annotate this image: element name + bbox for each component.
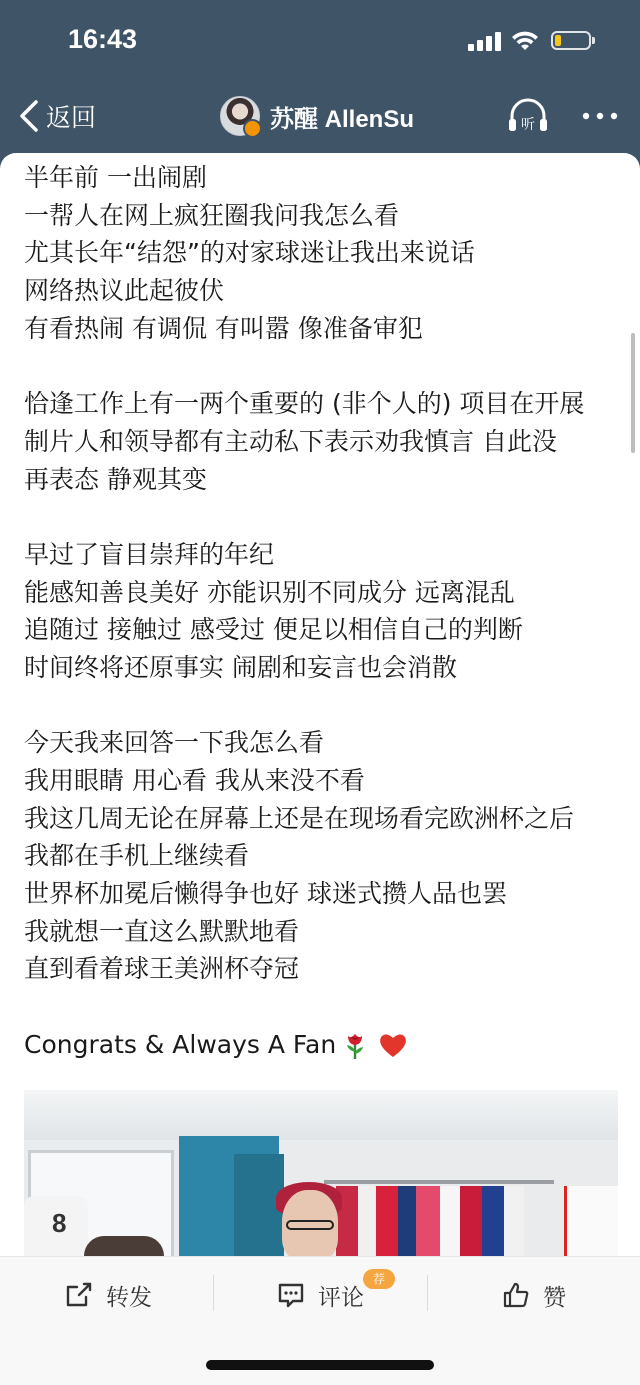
post-text-line: 早过了盲目崇拜的年纪 bbox=[24, 539, 275, 569]
battery-level-fill bbox=[555, 35, 561, 46]
status-time: 16:43 bbox=[68, 24, 138, 54]
like-label: 赞 bbox=[543, 1284, 566, 1311]
listen-headphones-icon[interactable] bbox=[505, 96, 551, 136]
photo-shirt bbox=[482, 1186, 504, 1260]
wifi-icon bbox=[510, 28, 540, 52]
photo-shirt bbox=[504, 1186, 524, 1260]
back-button[interactable] bbox=[16, 94, 96, 138]
post-text-line: 我都在手机上继续看 bbox=[24, 841, 250, 871]
back-label: 返回 bbox=[46, 103, 97, 132]
photo-shirt bbox=[440, 1186, 460, 1260]
post-text-line: 我用眼睛 用心看 我从来没不看 bbox=[24, 766, 365, 795]
author-name[interactable]: 苏醒 AllenSu bbox=[270, 105, 415, 133]
post-text-line: 尤其长年“结怨”的对家球迷让我出来说话 bbox=[24, 238, 475, 268]
share-icon bbox=[64, 1280, 94, 1310]
svg-text:听: 听 bbox=[521, 117, 535, 133]
photo-person-glasses bbox=[286, 1220, 334, 1230]
author-header[interactable] bbox=[220, 94, 414, 138]
scroll-indicator[interactable] bbox=[631, 333, 635, 453]
photo-clothes-rack bbox=[324, 1180, 554, 1184]
photo-shirt bbox=[564, 1186, 618, 1260]
post-content-card bbox=[0, 153, 640, 1385]
comment-icon bbox=[276, 1280, 306, 1310]
battery-cap bbox=[592, 37, 595, 44]
post-text-line: 恰逢工作上有一两个重要的 (非个人的) 项目在开展 bbox=[24, 389, 585, 419]
post-closing-line bbox=[24, 1026, 624, 1064]
photo-jersey-number: 8 bbox=[52, 1208, 67, 1238]
avatar[interactable] bbox=[220, 96, 260, 136]
home-indicator[interactable] bbox=[206, 1360, 434, 1370]
photo-shirt bbox=[398, 1186, 416, 1260]
comment-label: 评论 bbox=[318, 1284, 364, 1311]
post-blank-line bbox=[24, 498, 624, 536]
nav-bar bbox=[0, 86, 640, 150]
photo-ceiling bbox=[24, 1090, 618, 1140]
verified-badge-icon bbox=[243, 119, 262, 138]
toolbar-divider bbox=[213, 1275, 214, 1311]
comment-recommend-badge: 荐 bbox=[363, 1269, 395, 1289]
battery-icon bbox=[551, 31, 591, 50]
photo-shirt bbox=[416, 1186, 440, 1260]
photo-shirt bbox=[460, 1186, 482, 1260]
more-dots-icon[interactable] bbox=[578, 100, 622, 132]
rose-icon bbox=[342, 1030, 368, 1060]
like-button[interactable] bbox=[501, 1277, 566, 1313]
post-text-line: 一帮人在网上疯狂圈我问我怎么看 bbox=[24, 200, 400, 230]
post-text-line: 时间终将还原事实 闹剧和妄言也会消散 bbox=[24, 652, 457, 682]
post-text-line: 有看热闹 有调侃 有叫嚣 像准备审犯 bbox=[24, 313, 423, 343]
repost-label: 转发 bbox=[106, 1284, 152, 1311]
post-text-line: 我这几周无论在屏幕上还是在现场看完欧洲杯之后 bbox=[24, 803, 575, 833]
comment-button[interactable] bbox=[276, 1277, 364, 1313]
post-body bbox=[24, 159, 624, 1064]
post-text-line: 世界杯加冕后懒得争也好 球迷式攒人品也罢 bbox=[24, 879, 507, 909]
status-bar bbox=[0, 0, 640, 86]
post-text-line: 能感知善良美好 亦能识别不同成分 远离混乱 bbox=[24, 577, 515, 607]
toolbar-divider bbox=[427, 1275, 428, 1311]
post-text-line: 半年前 一出闹剧 bbox=[24, 163, 207, 192]
post-text-line: 制片人和领导都有主动私下表示劝我慎言 自此没 bbox=[24, 426, 557, 456]
post-text-line: 直到看着球王美洲杯夺冠 bbox=[24, 954, 300, 984]
post-text-line: 今天我来回答一下我怎么看 bbox=[24, 728, 325, 758]
post-text-line: 我就想一直这么默默地看 bbox=[24, 916, 300, 946]
repost-button[interactable] bbox=[64, 1277, 152, 1313]
post-text-line: 网络热议此起彼伏 bbox=[24, 276, 225, 306]
post-blank-line bbox=[24, 347, 624, 385]
photo-shirt bbox=[376, 1186, 398, 1260]
post-photo[interactable] bbox=[24, 1090, 618, 1260]
post-closing-text: Congrats & Always A Fan bbox=[24, 1029, 337, 1059]
post-blank-line bbox=[24, 687, 624, 725]
thumbs-up-icon bbox=[501, 1280, 531, 1310]
cellular-signal-icon bbox=[468, 31, 502, 51]
red-heart-icon bbox=[378, 1031, 408, 1059]
post-blank-line bbox=[24, 988, 624, 1026]
photo-shirt bbox=[358, 1186, 376, 1260]
chevron-left-icon bbox=[16, 96, 44, 136]
post-text-line: 再表态 静观其变 bbox=[24, 464, 207, 494]
post-text-line: 追随过 接触过 感受过 便足以相信自己的判断 bbox=[24, 615, 523, 645]
